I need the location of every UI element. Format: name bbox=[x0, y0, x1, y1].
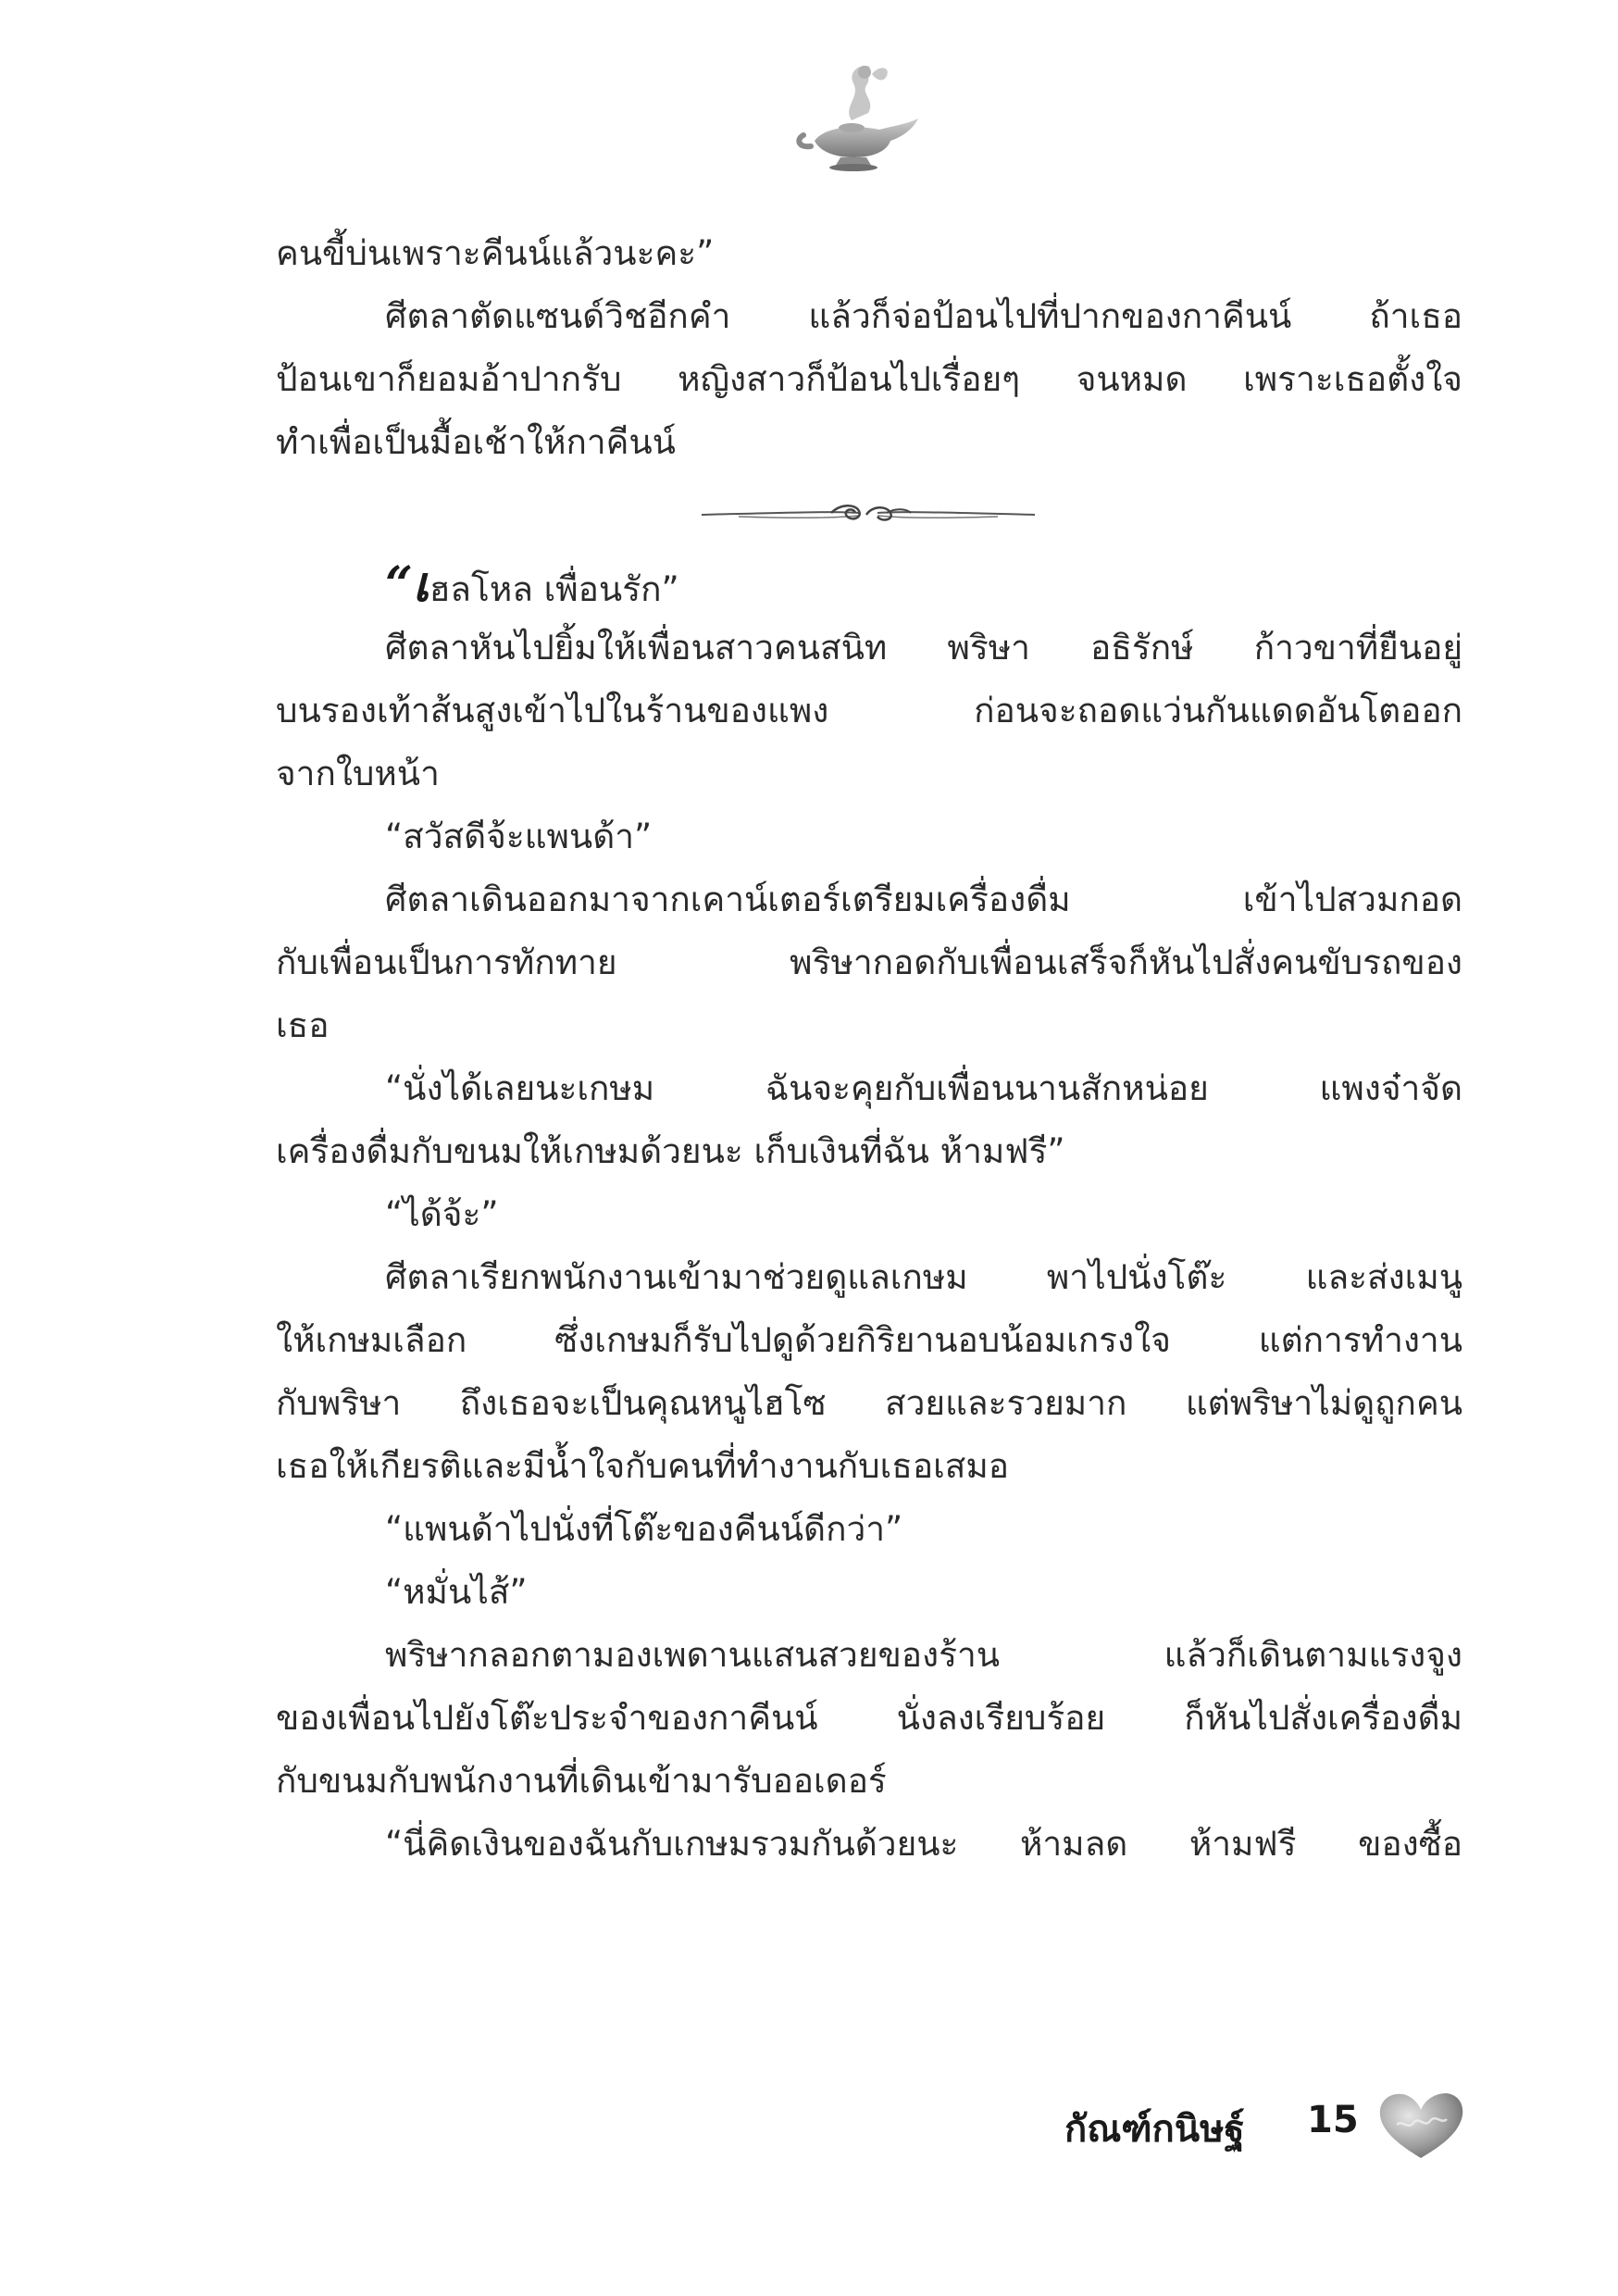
paragraph-line: ศีตลาเดินออกมาจากเคาน์เตอร์เตรียมเครื่องดื่ม เข้าไปสวมกอด bbox=[385, 880, 1462, 919]
dialogue-line: “สวัสดีจ้ะแพนด้า” bbox=[385, 817, 653, 856]
flourish-divider-icon bbox=[702, 500, 1035, 528]
paragraph-line: กับขนมกับพนักงานที่เดินเข้ามารับออเดอร์ bbox=[276, 1761, 887, 1801]
paragraph-line: ป้อนเขาก็ยอมอ้าปากรับ หญิงสาวก็ป้อนไปเรื่อยๆ จนหมด เพราะเธอตั้งใจ bbox=[276, 359, 1462, 399]
page-number: 15 bbox=[1307, 2099, 1359, 2141]
paragraph-line: ศีตลาตัดแซนด์วิชอีกคำ แล้วก็จ่อป้อนไปที่ปากของกาคีนน์ ถ้าเธอ bbox=[385, 296, 1462, 336]
paragraph-line: ศีตลาเรียกพนักงานเข้ามาช่วยดูแลเกษม พาไปนั่งโต๊ะ และส่งเมนู bbox=[385, 1257, 1462, 1297]
paragraph-line: กับพริษา ถึงเธอจะเป็นคุณหนูไฮโซ สวยและรวยมาก แต่พริษาไม่ดูถูกคน bbox=[276, 1383, 1462, 1423]
paragraph-line: บนรองเท้าส้นสูงเข้าไปในร้านของแพง ก่อนจะถอดแว่นกันแดดอันโตออก bbox=[276, 691, 1462, 730]
dialogue-line: “นี่คิดเงินของฉันกับเกษมรวมกันด้วยนะ ห้ามลด ห้ามฟรี ของซื้อ bbox=[385, 1824, 1462, 1864]
scene-opening-line bbox=[276, 554, 1462, 617]
page-footer bbox=[1064, 2088, 1462, 2162]
paragraph-line: จากใบหน้า bbox=[276, 754, 440, 793]
paragraph-line: กับเพื่อนเป็นการทักทาย พริษากอดกับเพื่อนเสร็จก็หันไปสั่งคนขับรถของ bbox=[276, 942, 1462, 982]
paragraph-line: ให้เกษมเลือก ซึ่งเกษมก็รับไปดูด้วยกิริยานอบน้อมเกรงใจ แต่การทำงาน bbox=[276, 1320, 1462, 1360]
author-name: กัณฑ์กนิษฐ์ bbox=[1064, 2108, 1245, 2151]
paragraph-line: เธอ bbox=[276, 1005, 330, 1045]
genie-lamp-icon bbox=[787, 56, 935, 176]
dialogue-line: “หมั่นไส้” bbox=[385, 1572, 528, 1612]
heart-icon bbox=[1375, 2088, 1467, 2162]
dialogue-line: “แพนด้าไปนั่งที่โต๊ะของคีนน์ดีกว่า” bbox=[385, 1509, 903, 1549]
dialogue-line: “นั่งได้เลยนะเกษม ฉันจะคุยกับเพื่อนนานสักหน่อย แพงจ๋าจัด bbox=[385, 1068, 1462, 1108]
dialogue-line: “ได้จ้ะ” bbox=[385, 1194, 499, 1234]
opening-text: ฮลโหล เพื่อนรัก” bbox=[429, 569, 679, 609]
paragraph-line: ของเพื่อนไปยังโต๊ะประจำของกาคีนน์ นั่งลงเรียบร้อย ก็หันไปสั่งเครื่องดื่ม bbox=[276, 1698, 1462, 1738]
paragraph-line: ทำเพื่อเป็นมื้อเช้าให้กาคีนน์ bbox=[276, 422, 676, 462]
body-text bbox=[276, 222, 1462, 1876]
scene-divider bbox=[276, 474, 1462, 554]
paragraph-line: พริษากลอกตามองเพดานแสนสวยของร้าน แล้วก็เดินตามแรงจูง bbox=[385, 1635, 1462, 1675]
dropcap: “เ bbox=[385, 556, 429, 613]
paragraph-line: คนขี้บ่นเพราะคีนน์แล้วนะคะ” bbox=[276, 233, 715, 273]
paragraph-line: ศีตลาหันไปยิ้มให้เพื่อนสาวคนสนิท พริษา อธิรักษ์ ก้าวขาที่ยืนอยู่ bbox=[385, 628, 1462, 668]
dialogue-line: เครื่องดื่มกับขนมให้เกษมด้วยนะ เก็บเงินที่ฉัน ห้ามฟรี” bbox=[276, 1131, 1065, 1171]
paragraph-line: เธอให้เกียรติและมีน้ำใจกับคนที่ทำงานกับเธอเสมอ bbox=[276, 1446, 1009, 1486]
